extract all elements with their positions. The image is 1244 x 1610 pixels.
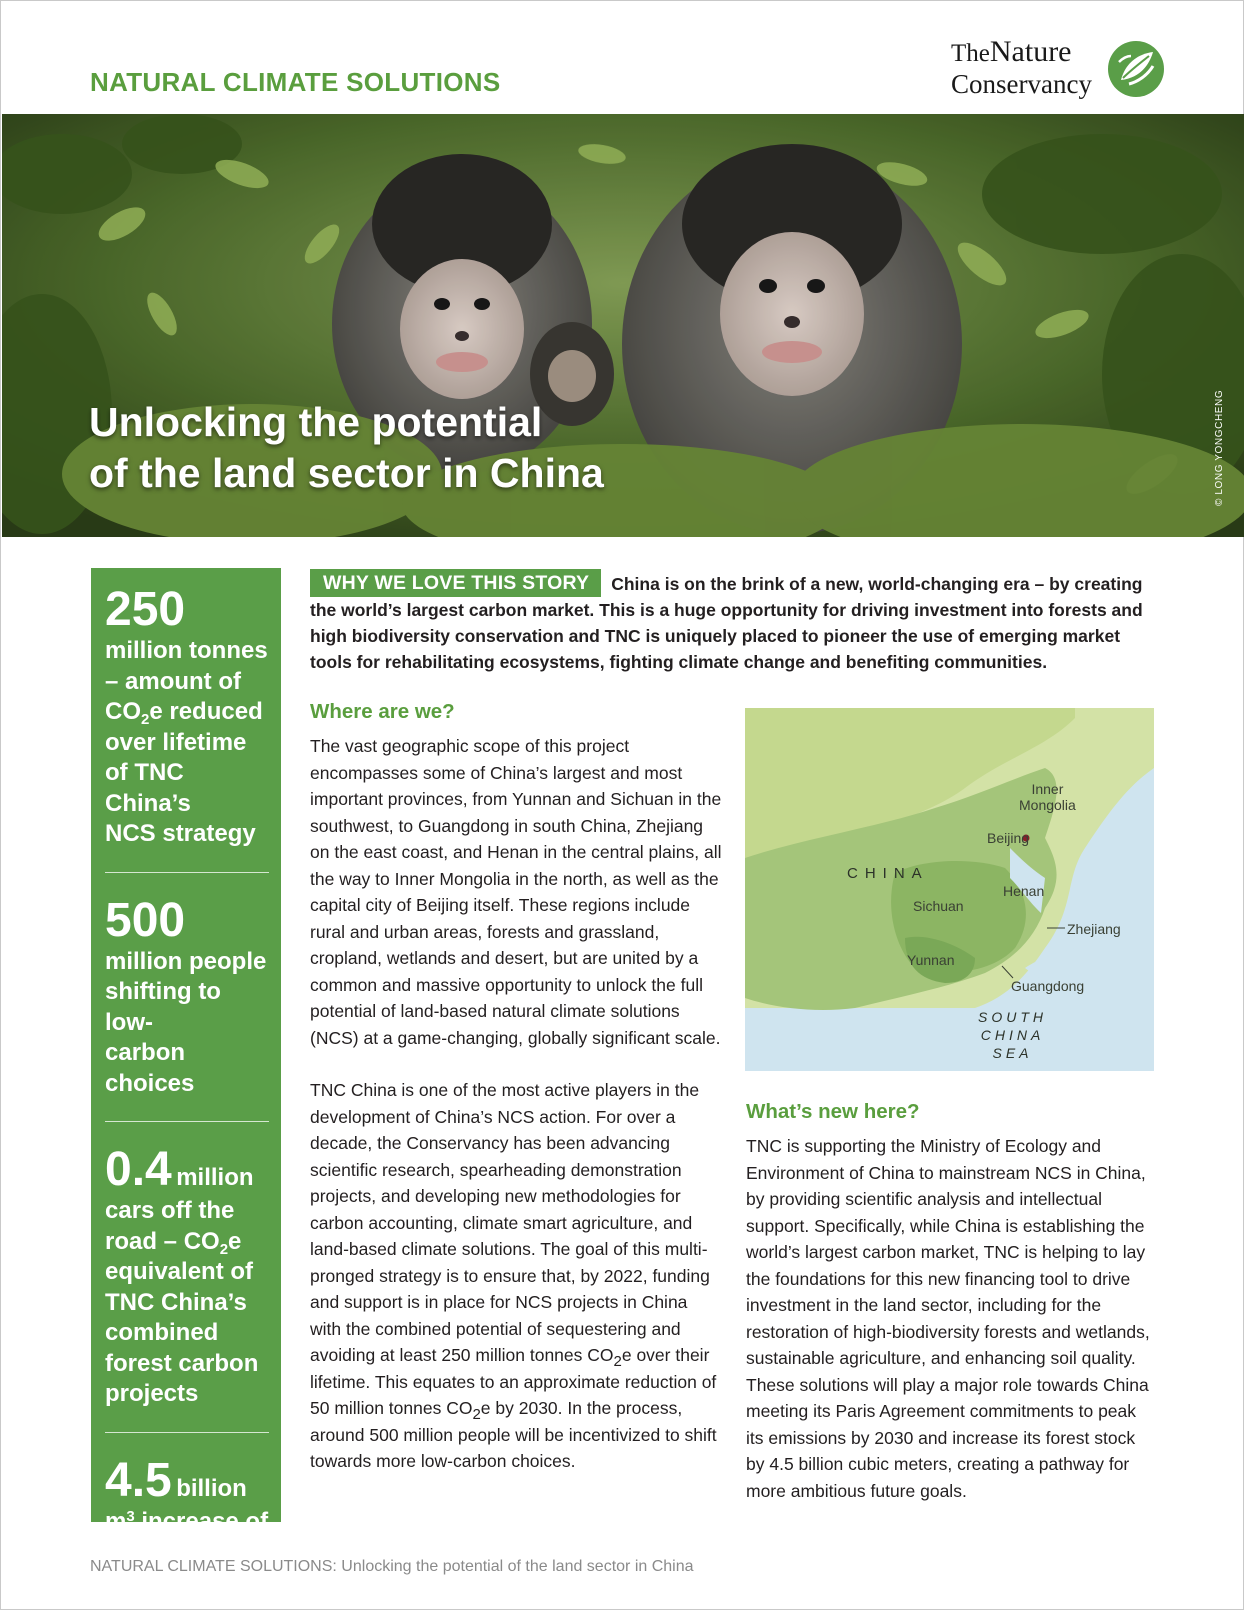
stats-sidebar bbox=[91, 568, 281, 1596]
where-section bbox=[310, 700, 722, 1475]
leaf-logo-icon bbox=[1107, 40, 1165, 98]
why-we-love-badge: WHY WE LOVE THIS STORY bbox=[310, 569, 601, 597]
map-label-guangdong: Guangdong bbox=[1011, 978, 1085, 994]
where-paragraph: The vast geographic scope of this project encompasses some of China’s largest and most important provinces, from Yunnan and Sichuan in the southwest, to Guangdong in south China, Zhejiang on the east coast, and Henan in the central plains, all the way to Inner Mongolia in the north, as well as the capital city of Beijing itself. These regions include rural and urban areas, forests and grassland, cropland, wetlands and desert, but are united by a common and massive opportunity to unlock the full potential of land-based natural climate solutions (NCS) at a game-changing, globally significant scale. bbox=[310, 736, 722, 1048]
map-label-south-china-sea: SOUTH CHINA SEA bbox=[978, 1009, 1047, 1061]
photo-credit: © LONG YONGCHENG bbox=[1214, 389, 1225, 506]
china-map-graphic bbox=[745, 708, 1154, 1071]
whats-new-heading: What’s new here? bbox=[746, 1100, 920, 1123]
whats-new-paragraph: TNC is supporting the Ministry of Ecology and Environment of China to mainstream NCS in China, by providing scientific analysis and intellectual support. Specifically, while China is establishing the world’s largest carbon market, TNC is helping to lay the foundations for this new financing tool to drive investment in the land sector, including for the restoration of high-biodiversity forests and wetlands, sustainable agriculture, and enhancing soil quality. These solutions will play a major role towards China meeting its Paris Agreement commitments to peak its emissions by 2030 and increase its forest stock by 4.5 billion cubic meters, creating a pathway for more ambitious future goals. bbox=[746, 1136, 1150, 1501]
map-label-sichuan: Sichuan bbox=[913, 898, 964, 914]
where-heading: Where are we? bbox=[310, 700, 455, 723]
intro-text: China is on the brink of a new, world-changing era – by creating the world’s largest carbon market. This is a huge opportunity for driving investment into forests and high biodiversity conservation and TNC is uniquely placed to pioneer the use of emerging market tools for rehabilitating ecosystems, fighting climate change and benefiting communities. bbox=[310, 574, 1143, 672]
map-label-henan: Henan bbox=[1003, 883, 1045, 899]
hero-photo bbox=[2, 114, 1244, 537]
logo-wordmark-top: TheNature bbox=[951, 35, 1072, 68]
map-label-yunnan: Yunnan bbox=[907, 952, 955, 968]
map-label-china: CHINA bbox=[847, 865, 929, 882]
whats-new-section bbox=[746, 1100, 1156, 1504]
page-footer: NATURAL CLIMATE SOLUTIONS: Unlocking the potential of the land sector in China bbox=[90, 1558, 694, 1575]
china-map bbox=[745, 708, 1154, 1071]
stat-carbon-reduction: 250 million tonnes – amount of $CO_2e$ reduced over lifetime of TNC China’s NCS strategy bbox=[105, 584, 269, 873]
hero-title: Unlocking the potential of the land sector in China bbox=[89, 399, 604, 496]
series-title: NATURAL CLIMATE SOLUTIONS bbox=[90, 67, 501, 97]
map-label-zhejiang: Zhejiang bbox=[1067, 921, 1121, 937]
map-label-inner-mongolia: Inner Mongolia bbox=[1019, 781, 1076, 813]
map-label-beijing: Beijing bbox=[987, 830, 1030, 846]
intro-paragraph bbox=[310, 569, 1150, 675]
stat-forest-stock: 4.5 billion $m^3$ increase of China’s forest stock bbox=[105, 1453, 269, 1596]
stat-cars: 0.4 million cars off the road – $CO_2e$ equivalent of TNC China’s combined forest carbon projects bbox=[105, 1144, 269, 1433]
tnc-logo[interactable] bbox=[951, 35, 1166, 105]
stat-people: 500 million people shifting to low- carbon choices bbox=[105, 895, 269, 1123]
logo-wordmark-bottom: Conservancy bbox=[951, 69, 1092, 99]
tnc-china-paragraph: TNC China is one of the most active players in the development of China’s NCS action. For over a decade, the Conservancy has been advancing scientific research, spearheading demonstration projects, and developing new methodologies for carbon accounting, climate smart agriculture, and land-based climate solutions. The goal of this multi-pronged strategy is to ensure that, by 2022, funding and support is in place for NCS projects in China with the combined potential of sequestering and avoiding at least 250 million tonnes $CO_2e$ over their lifetime. This equates to an approximate reduction of 50 million tonnes $CO_2e$ by 2030. In the process, around 500 million people will be incentivized to shift towards more low-carbon choices. bbox=[310, 1080, 717, 1471]
